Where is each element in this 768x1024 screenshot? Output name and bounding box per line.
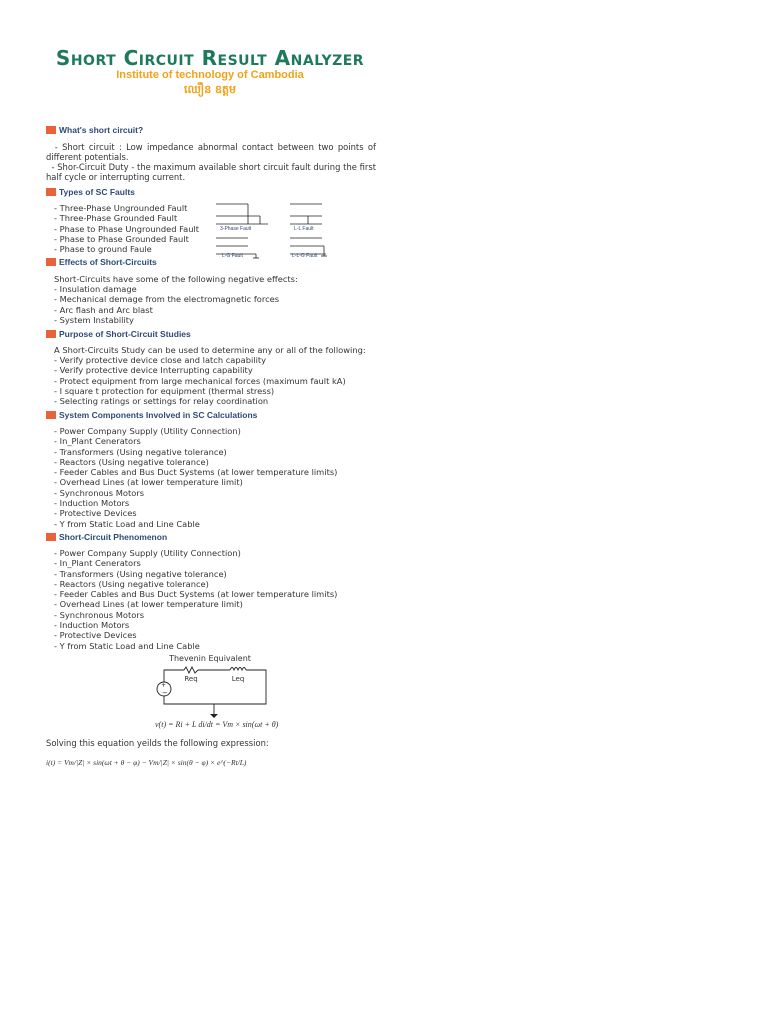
section-heading-phenomenon xyxy=(46,531,167,543)
list-item: - Transformers (Using negative tolerance) xyxy=(54,446,227,457)
author-name: ឈឿន ឧត្តម xyxy=(184,83,236,96)
list-item: - Power Company Supply (Utility Connection) xyxy=(54,426,241,436)
section-heading-text: Types of SC Faults xyxy=(59,187,135,197)
section-bullet-icon xyxy=(46,533,56,541)
req-label: Req xyxy=(184,675,198,683)
current-solution-equation: i(t) = Vm/|Z| × sin(ωt + θ − φ) − Vm/|Z| × sin(θ − φ) × e^(−Rt/L) xyxy=(46,758,247,767)
institute-name: Institute of technology of Cambodia xyxy=(116,69,304,81)
section-heading-text: Short-Circuit Phenomenon xyxy=(59,532,168,542)
circuit-wire xyxy=(164,670,184,682)
effects-list xyxy=(54,284,279,325)
thevenin-circuit-diagram xyxy=(150,652,280,722)
line-to-line-fault-diagram xyxy=(290,204,322,224)
list-item: - Insulation damage xyxy=(54,284,137,294)
list-item: - Induction Motors xyxy=(54,620,130,631)
purpose-intro: A Short-Circuits Study can be used to determine any or all of the following: xyxy=(54,345,366,355)
section-heading-text: System Components Involved in SC Calculations xyxy=(59,410,258,420)
section-heading-purpose xyxy=(46,328,191,340)
solving-text: Solving this equation yeilds the following expression: xyxy=(46,738,269,748)
list-item: - In_Plant Cenerators xyxy=(54,558,141,569)
section-bullet-icon xyxy=(46,126,56,134)
list-item: - Reactors (Using negative tolerance) xyxy=(54,456,209,467)
line-line-ground-fault-label: L-L-G Fault xyxy=(292,253,318,259)
list-item: - Arc flash and Arc blast xyxy=(54,304,153,315)
section-heading-what xyxy=(46,124,143,136)
minus-sign: − xyxy=(162,689,168,697)
list-item: - Phase to Phase Grounded Fault xyxy=(54,233,189,244)
inductor-icon xyxy=(230,668,246,671)
section-bullet-icon xyxy=(46,188,56,196)
resistor-icon xyxy=(184,667,198,673)
list-item: - Feeder Cables and Bus Duct Systems (at lower temperature limits) xyxy=(54,589,338,600)
list-item: - Phase to Phase Ungrounded Fault xyxy=(54,223,200,234)
components-list xyxy=(54,426,337,529)
list-item: - Three-Phase Ungrounded Fault xyxy=(54,203,188,213)
list-item: - Protective Devices xyxy=(54,508,137,519)
section-heading-types xyxy=(46,186,135,198)
section-heading-text: Purpose of Short-Circuit Studies xyxy=(59,329,191,339)
section-heading-text: Effects of Short-Circuits xyxy=(59,257,157,267)
line-to-ground-fault-label: L-G Fault xyxy=(222,253,243,259)
list-item: - Verify protective device Interrupting capability xyxy=(54,365,253,376)
line-to-line-fault-label: L-L Fault xyxy=(294,226,314,232)
list-item: - Reactors (Using negative tolerance) xyxy=(54,578,209,589)
section-bullet-icon xyxy=(46,258,56,266)
list-item: - Power Company Supply (Utility Connection) xyxy=(54,548,241,558)
list-item: - Protect equipment from large mechanical forces (maximum fault kA) xyxy=(54,375,346,386)
list-item: - Induction Motors xyxy=(54,498,130,509)
list-item: - Mechanical demage from the electromagnetic forces xyxy=(54,294,280,305)
section-heading-effects xyxy=(46,256,157,268)
list-item: - Y from Static Load and Line Cable xyxy=(54,640,200,651)
list-item: - Selecting ratings or settings for relay coordination xyxy=(54,396,269,407)
list-item: - Protective Devices xyxy=(54,630,137,641)
section-heading-text: What's short circuit? xyxy=(59,125,144,135)
leq-label: Leq xyxy=(231,675,245,683)
ground-icon xyxy=(210,714,218,718)
list-item: - Synchronous Motors xyxy=(54,609,145,620)
differential-equation: v(t) = Ri + L di/dt = Vm × sin(ωt + θ) xyxy=(155,720,279,729)
phenomenon-list xyxy=(54,548,337,651)
purpose-list xyxy=(54,355,346,406)
plus-sign: + xyxy=(161,682,167,689)
fault-types-diagram xyxy=(212,200,332,262)
list-item: - Feeder Cables and Bus Duct Systems (at lower temperature limits) xyxy=(54,467,338,478)
list-item: - Y from Static Load and Line Cable xyxy=(54,518,200,529)
circuit-wire xyxy=(164,670,266,704)
list-item: - Transformers (Using negative tolerance) xyxy=(54,568,227,579)
section-bullet-icon xyxy=(46,330,56,338)
list-item: - System Instability xyxy=(54,314,134,325)
three-phase-fault-label: 3-Phase Fault xyxy=(220,226,252,232)
definition-short-circuit: - Short circuit : Low impedance abnormal contact between two points of different potentials. xyxy=(46,142,376,163)
section-bullet-icon xyxy=(46,411,56,419)
list-item: - Three-Phase Grounded Fault xyxy=(54,213,178,224)
list-item: - I square t protection for equipment (thermal stress) xyxy=(54,385,275,396)
fault-types-list xyxy=(54,203,199,254)
definition-sc-duty: - Shor-Circuit Duty - the maximum available short circuit fault during the first half cycle or interrupting current. xyxy=(46,162,377,183)
list-item: - Overhead Lines (at lower temperature limit) xyxy=(54,599,243,610)
list-item: - Verify protective device close and latch capability xyxy=(54,355,267,365)
section-heading-components xyxy=(46,409,257,421)
circuit-title: Thevenin Equivalent xyxy=(169,654,251,663)
list-item: - Phase to ground Faule xyxy=(54,244,152,255)
list-item: - Synchronous Motors xyxy=(54,487,145,498)
list-item: - In_Plant Cenerators xyxy=(54,436,141,447)
list-item: - Overhead Lines (at lower temperature limit) xyxy=(54,477,243,488)
three-phase-fault-diagram xyxy=(216,204,268,224)
effects-intro: Short-Circuits have some of the following negative effects: xyxy=(54,274,298,284)
page-title: Short Circuit Result Analyzer xyxy=(55,46,365,70)
